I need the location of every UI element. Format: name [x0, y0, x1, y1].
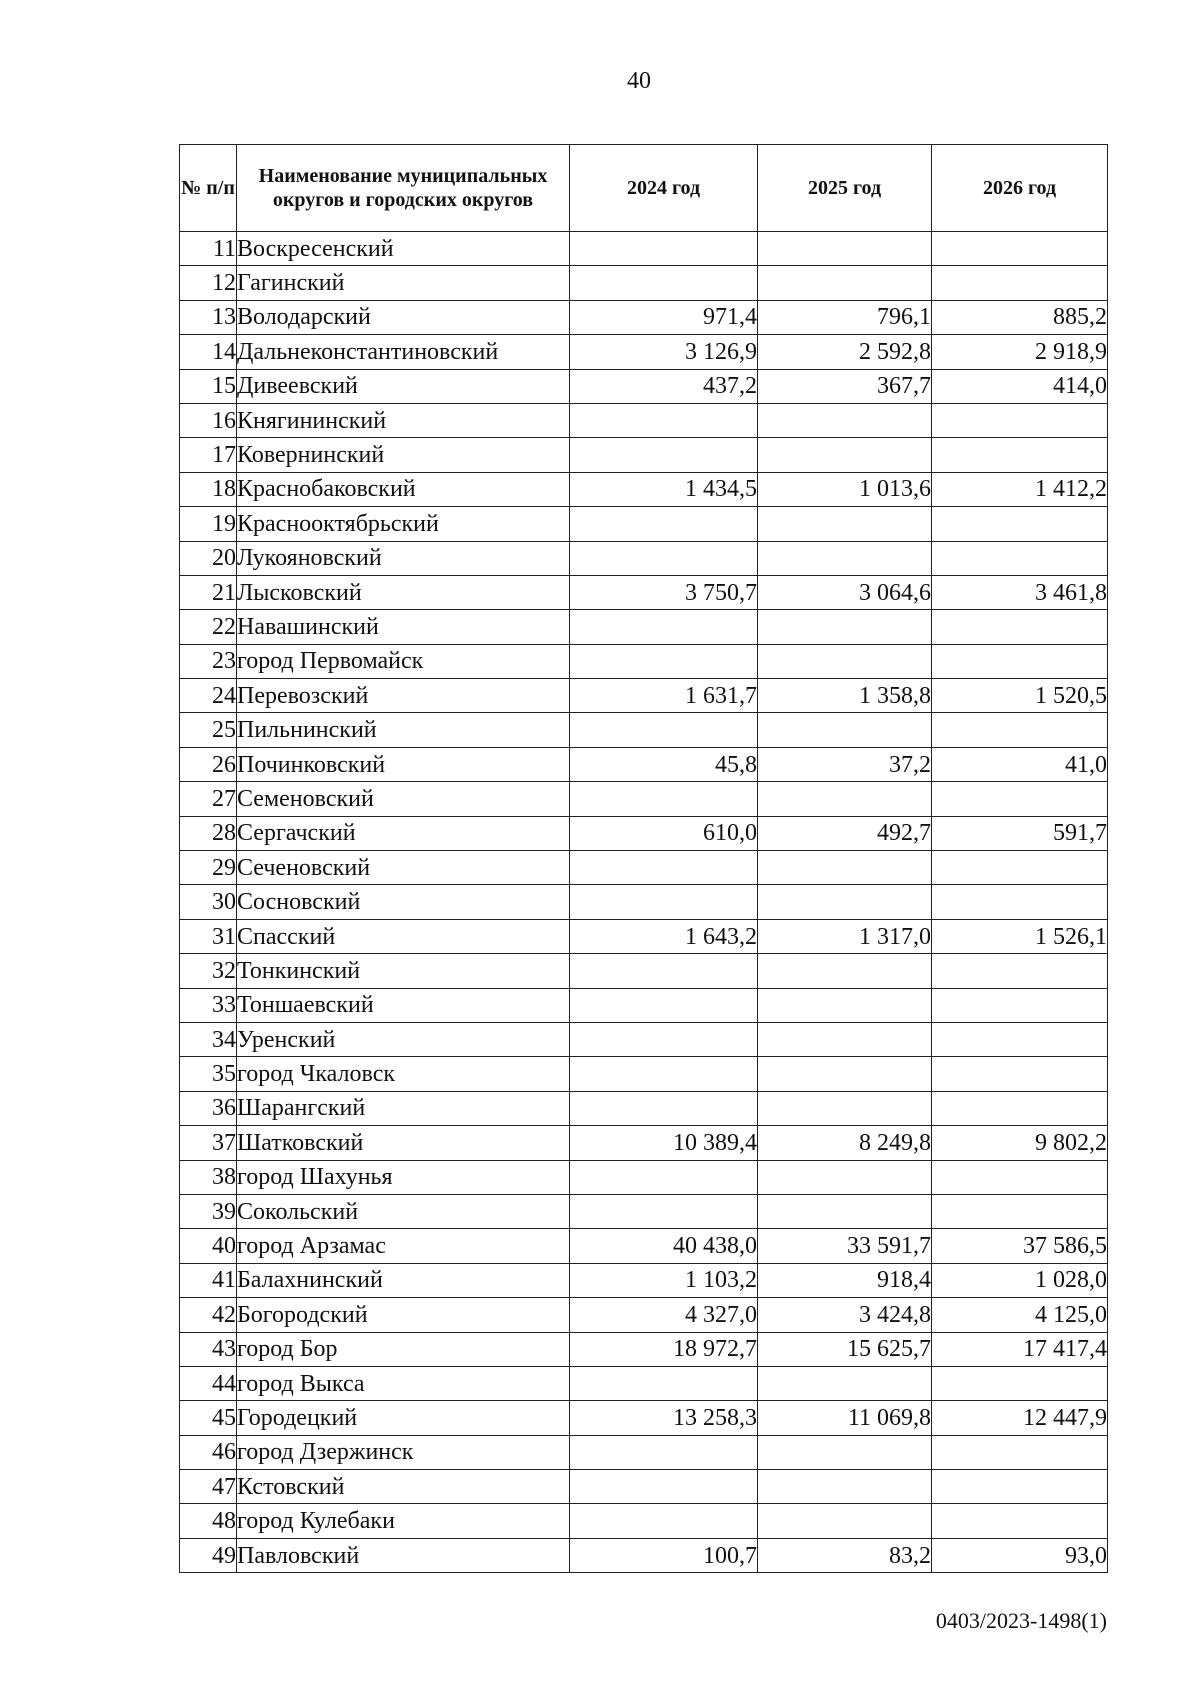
value-2024	[570, 1470, 758, 1504]
value-2026: 9 802,2	[932, 1126, 1108, 1160]
value-2024: 971,4	[570, 300, 758, 334]
value-2026	[932, 713, 1108, 747]
value-2026	[932, 266, 1108, 300]
value-2026	[932, 885, 1108, 919]
value-2025	[758, 1022, 932, 1056]
value-2026: 93,0	[932, 1538, 1108, 1572]
municipality-name: Воскресенский	[237, 232, 570, 266]
value-2025: 37,2	[758, 747, 932, 781]
table-row	[180, 507, 1108, 541]
value-2024	[570, 403, 758, 437]
value-2026	[932, 403, 1108, 437]
value-2026	[932, 1194, 1108, 1228]
municipality-name: Дальнеконстантиновский	[237, 335, 570, 369]
value-2026: 1 028,0	[932, 1263, 1108, 1297]
row-number: 34	[180, 1022, 237, 1056]
header-2024: 2024 год	[570, 145, 758, 232]
value-2024	[570, 438, 758, 472]
value-2026	[932, 1435, 1108, 1469]
value-2025	[758, 885, 932, 919]
value-2024	[570, 541, 758, 575]
municipality-name: Ковернинский	[237, 438, 570, 472]
table-row	[180, 782, 1108, 816]
budget-table	[179, 144, 1108, 1573]
value-2024	[570, 1057, 758, 1091]
value-2026	[932, 1504, 1108, 1538]
table-row	[180, 1298, 1108, 1332]
value-2025	[758, 266, 932, 300]
header-name: Наименование муниципальных округов и городских округов	[237, 145, 570, 232]
value-2025	[758, 1470, 932, 1504]
municipality-name: Починковский	[237, 747, 570, 781]
value-2024: 13 258,3	[570, 1401, 758, 1435]
row-number: 36	[180, 1091, 237, 1125]
value-2024: 1 643,2	[570, 919, 758, 953]
value-2025: 2 592,8	[758, 335, 932, 369]
table-row	[180, 954, 1108, 988]
value-2026	[932, 954, 1108, 988]
municipality-name: Шатковский	[237, 1126, 570, 1160]
value-2025	[758, 851, 932, 885]
value-2024	[570, 266, 758, 300]
value-2025: 492,7	[758, 816, 932, 850]
municipality-name: Павловский	[237, 1538, 570, 1572]
row-number: 25	[180, 713, 237, 747]
value-2024: 1 434,5	[570, 472, 758, 506]
value-2024	[570, 851, 758, 885]
table-row	[180, 885, 1108, 919]
value-2025: 367,7	[758, 369, 932, 403]
value-2024	[570, 1504, 758, 1538]
municipality-name: Краснобаковский	[237, 472, 570, 506]
value-2025	[758, 403, 932, 437]
value-2024: 100,7	[570, 1538, 758, 1572]
row-number: 46	[180, 1435, 237, 1469]
value-2025	[758, 232, 932, 266]
municipality-name: Лукояновский	[237, 541, 570, 575]
value-2024	[570, 1435, 758, 1469]
value-2025: 83,2	[758, 1538, 932, 1572]
table-row	[180, 266, 1108, 300]
value-2024: 3 750,7	[570, 575, 758, 609]
value-2026	[932, 232, 1108, 266]
row-number: 37	[180, 1126, 237, 1160]
table-row	[180, 851, 1108, 885]
municipality-name: Спасский	[237, 919, 570, 953]
value-2026	[932, 1022, 1108, 1056]
value-2026	[932, 438, 1108, 472]
table-row	[180, 541, 1108, 575]
value-2025	[758, 713, 932, 747]
table-header-row	[180, 145, 1108, 232]
municipality-name: Семеновский	[237, 782, 570, 816]
value-2025	[758, 438, 932, 472]
table-row	[180, 713, 1108, 747]
value-2025	[758, 954, 932, 988]
table-row	[180, 1332, 1108, 1366]
row-number: 49	[180, 1538, 237, 1572]
value-2024: 18 972,7	[570, 1332, 758, 1366]
table-row	[180, 1022, 1108, 1056]
municipality-name: Гагинский	[237, 266, 570, 300]
value-2026	[932, 851, 1108, 885]
value-2025: 1 317,0	[758, 919, 932, 953]
value-2024	[570, 1091, 758, 1125]
value-2026: 3 461,8	[932, 575, 1108, 609]
value-2024	[570, 507, 758, 541]
value-2024	[570, 988, 758, 1022]
value-2026	[932, 610, 1108, 644]
table-row	[180, 369, 1108, 403]
row-number: 24	[180, 679, 237, 713]
value-2024: 10 389,4	[570, 1126, 758, 1160]
municipality-name: город Арзамас	[237, 1229, 570, 1263]
table-row	[180, 988, 1108, 1022]
value-2024	[570, 1022, 758, 1056]
table-row	[180, 919, 1108, 953]
municipality-name: Княгининский	[237, 403, 570, 437]
row-number: 11	[180, 232, 237, 266]
row-number: 31	[180, 919, 237, 953]
row-number: 16	[180, 403, 237, 437]
row-number: 48	[180, 1504, 237, 1538]
row-number: 43	[180, 1332, 237, 1366]
row-number: 14	[180, 335, 237, 369]
row-number: 18	[180, 472, 237, 506]
row-number: 28	[180, 816, 237, 850]
value-2024	[570, 954, 758, 988]
row-number: 21	[180, 575, 237, 609]
value-2024: 1 103,2	[570, 1263, 758, 1297]
value-2026: 1 520,5	[932, 679, 1108, 713]
value-2025: 8 249,8	[758, 1126, 932, 1160]
value-2026: 17 417,4	[932, 1332, 1108, 1366]
value-2024: 1 631,7	[570, 679, 758, 713]
table-row	[180, 403, 1108, 437]
value-2025: 3 424,8	[758, 1298, 932, 1332]
row-number: 19	[180, 507, 237, 541]
row-number: 22	[180, 610, 237, 644]
value-2026: 414,0	[932, 369, 1108, 403]
value-2026: 4 125,0	[932, 1298, 1108, 1332]
municipality-name: Сокольский	[237, 1194, 570, 1228]
value-2024: 610,0	[570, 816, 758, 850]
table-row	[180, 1263, 1108, 1297]
value-2024	[570, 1194, 758, 1228]
value-2024: 437,2	[570, 369, 758, 403]
value-2026	[932, 988, 1108, 1022]
value-2025	[758, 1504, 932, 1538]
row-number: 15	[180, 369, 237, 403]
table-row	[180, 1538, 1108, 1572]
municipality-name: Краснооктябрьский	[237, 507, 570, 541]
table-row	[180, 816, 1108, 850]
header-num: № п/п	[180, 145, 237, 232]
value-2026	[932, 541, 1108, 575]
value-2024	[570, 782, 758, 816]
row-number: 27	[180, 782, 237, 816]
row-number: 47	[180, 1470, 237, 1504]
municipality-name: Дивеевский	[237, 369, 570, 403]
municipality-name: Сосновский	[237, 885, 570, 919]
value-2025	[758, 541, 932, 575]
value-2024	[570, 610, 758, 644]
value-2024	[570, 644, 758, 678]
value-2026	[932, 1057, 1108, 1091]
table-body	[180, 232, 1108, 1573]
value-2024	[570, 1160, 758, 1194]
value-2026	[932, 644, 1108, 678]
table-row	[180, 575, 1108, 609]
row-number: 29	[180, 851, 237, 885]
value-2026: 41,0	[932, 747, 1108, 781]
value-2025	[758, 1366, 932, 1400]
row-number: 23	[180, 644, 237, 678]
table-row	[180, 1435, 1108, 1469]
municipality-name: Пильнинский	[237, 713, 570, 747]
municipality-name: Тонкинский	[237, 954, 570, 988]
value-2026	[932, 1091, 1108, 1125]
municipality-name: Володарский	[237, 300, 570, 334]
municipality-name: город Чкаловск	[237, 1057, 570, 1091]
value-2024: 4 327,0	[570, 1298, 758, 1332]
value-2024	[570, 885, 758, 919]
table-row	[180, 1057, 1108, 1091]
value-2026	[932, 1366, 1108, 1400]
row-number: 41	[180, 1263, 237, 1297]
value-2025: 796,1	[758, 300, 932, 334]
municipality-name: Уренский	[237, 1022, 570, 1056]
value-2025	[758, 644, 932, 678]
value-2025	[758, 1435, 932, 1469]
table-row	[180, 747, 1108, 781]
municipality-name: Тоншаевский	[237, 988, 570, 1022]
value-2025: 15 625,7	[758, 1332, 932, 1366]
table-row	[180, 1504, 1108, 1538]
value-2024: 3 126,9	[570, 335, 758, 369]
value-2026	[932, 507, 1108, 541]
table-row	[180, 300, 1108, 334]
header-2026: 2026 год	[932, 145, 1108, 232]
value-2026	[932, 782, 1108, 816]
value-2025	[758, 782, 932, 816]
municipality-name: Городецкий	[237, 1401, 570, 1435]
document-code: 0403/2023-1498(1)	[935, 1608, 1107, 1633]
row-number: 32	[180, 954, 237, 988]
table-row	[180, 1126, 1108, 1160]
value-2025	[758, 1091, 932, 1125]
row-number: 39	[180, 1194, 237, 1228]
value-2025	[758, 610, 932, 644]
value-2025: 1 358,8	[758, 679, 932, 713]
row-number: 20	[180, 541, 237, 575]
table-row	[180, 1470, 1108, 1504]
municipality-name: Шарангский	[237, 1091, 570, 1125]
municipality-name: Навашинский	[237, 610, 570, 644]
municipality-name: город Шахунья	[237, 1160, 570, 1194]
municipality-name: Лысковский	[237, 575, 570, 609]
value-2026	[932, 1470, 1108, 1504]
value-2025: 11 069,8	[758, 1401, 932, 1435]
value-2026: 591,7	[932, 816, 1108, 850]
row-number: 12	[180, 266, 237, 300]
municipality-name: Богородский	[237, 1298, 570, 1332]
value-2025: 918,4	[758, 1263, 932, 1297]
row-number: 33	[180, 988, 237, 1022]
municipality-name: Сергачский	[237, 816, 570, 850]
value-2025	[758, 507, 932, 541]
row-number: 45	[180, 1401, 237, 1435]
value-2026: 37 586,5	[932, 1229, 1108, 1263]
value-2025	[758, 988, 932, 1022]
municipality-name: город Дзержинск	[237, 1435, 570, 1469]
value-2026	[932, 1160, 1108, 1194]
municipality-name: город Бор	[237, 1332, 570, 1366]
value-2025	[758, 1194, 932, 1228]
value-2025: 33 591,7	[758, 1229, 932, 1263]
table-row	[180, 1091, 1108, 1125]
value-2026: 12 447,9	[932, 1401, 1108, 1435]
municipality-name: город Первомайск	[237, 644, 570, 678]
value-2024: 40 438,0	[570, 1229, 758, 1263]
row-number: 17	[180, 438, 237, 472]
table-row	[180, 1160, 1108, 1194]
row-number: 35	[180, 1057, 237, 1091]
value-2024	[570, 1366, 758, 1400]
table-row	[180, 1366, 1108, 1400]
row-number: 40	[180, 1229, 237, 1263]
table-row	[180, 1194, 1108, 1228]
row-number: 26	[180, 747, 237, 781]
value-2025	[758, 1160, 932, 1194]
table-row	[180, 679, 1108, 713]
municipality-name: город Кулебаки	[237, 1504, 570, 1538]
municipality-name: Кстовский	[237, 1470, 570, 1504]
table-row	[180, 1229, 1108, 1263]
header-2025: 2025 год	[758, 145, 932, 232]
row-number: 42	[180, 1298, 237, 1332]
table-row	[180, 335, 1108, 369]
municipality-name: Перевозский	[237, 679, 570, 713]
row-number: 30	[180, 885, 237, 919]
value-2025: 3 064,6	[758, 575, 932, 609]
municipality-name: Сеченовский	[237, 851, 570, 885]
municipality-name: город Выкса	[237, 1366, 570, 1400]
table-row	[180, 232, 1108, 266]
value-2026: 2 918,9	[932, 335, 1108, 369]
row-number: 13	[180, 300, 237, 334]
value-2025	[758, 1057, 932, 1091]
page-number: 40	[627, 68, 651, 94]
value-2024	[570, 713, 758, 747]
row-number: 44	[180, 1366, 237, 1400]
row-number: 38	[180, 1160, 237, 1194]
table-row	[180, 472, 1108, 506]
table-row	[180, 1401, 1108, 1435]
value-2024: 45,8	[570, 747, 758, 781]
municipality-name: Балахнинский	[237, 1263, 570, 1297]
value-2024	[570, 232, 758, 266]
value-2026: 885,2	[932, 300, 1108, 334]
table-row	[180, 610, 1108, 644]
table-row	[180, 644, 1108, 678]
value-2026: 1 412,2	[932, 472, 1108, 506]
value-2025: 1 013,6	[758, 472, 932, 506]
table-row	[180, 438, 1108, 472]
value-2026: 1 526,1	[932, 919, 1108, 953]
